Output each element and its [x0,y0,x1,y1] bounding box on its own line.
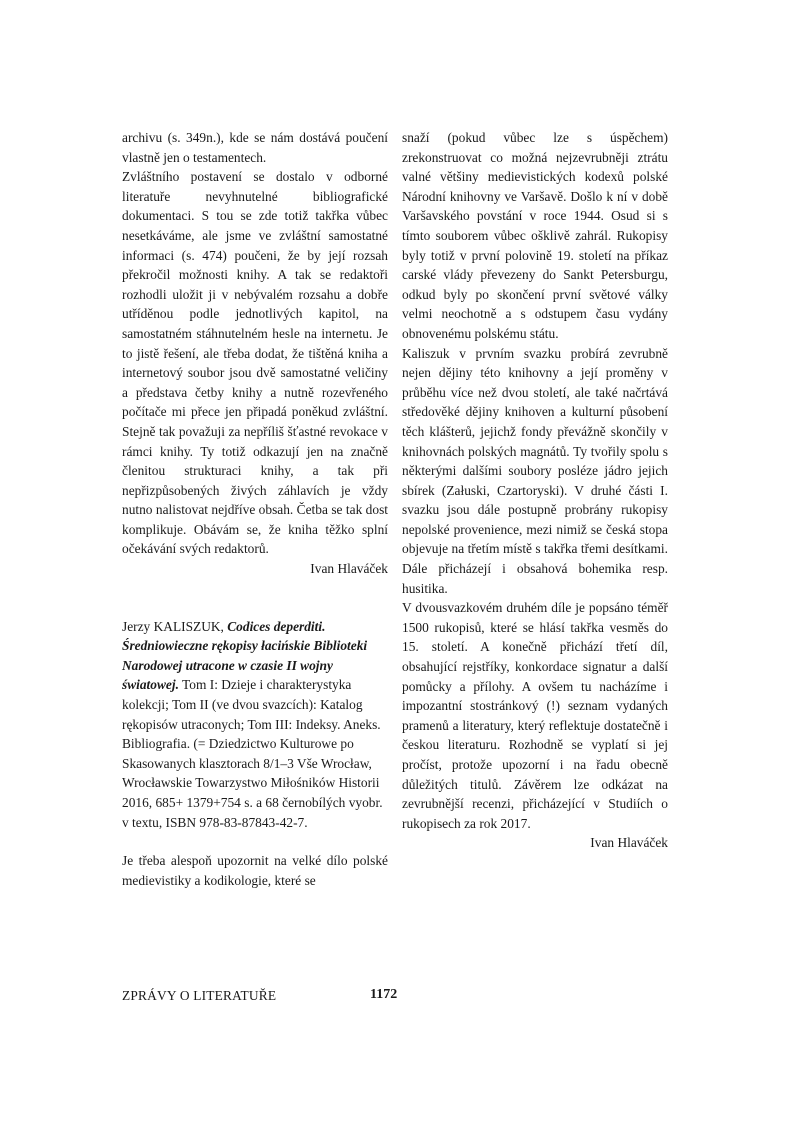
left-paragraph-2: Zvláštního postavení se dostalo v odborné literatuře nevyhnutelné bibliografické dokumentaci. S tou se zde totiž takřka vůbec nesetkáváme, ale jsme ve zvláštní samostatné informaci (s. 474) poučeni, že by její rozsah překročil možnosti knihy. A tak se redaktoři rozhodli uložit ji v nebývalém rozsahu a dobře utříděnou podle jednotlivých kapitol, na samostatném stáhnutelném hesle na internetu. Je to jistě řešení, ale třeba dodat, že tištěná kniha a internetový soubor jsou dvě samostatné veličiny a představa četby knihy a nutně rozevřeného počítače mi přece jen připadá poněkud zvláštní. Stejně tak považuji za nepříliš šťastné revokace v rámci knihy. Ty totiž odkazují jen na značně členitou strukturaci knihy, a tak při nepřizpůsobených živých záhlavích je vždy nutno nalistovat nejdříve obsah. Četba se tak dost komplikuje. Obávám se, že kniha těžko splní očekávání svých redaktorů. [122,169,388,557]
right-signature: Ivan Hlaváček [590,835,668,851]
right-column [402,128,668,853]
bibliography-entry [122,617,388,833]
right-paragraph-1: snaží (pokud vůbec lze s úspěchem) zrekonstruovat co možná nejzevrubněji ztrátu valné většiny medievistických kodexů polské Národní knihovny ve Varšavě. Došlo k ní v době Varšavského povstání v roce 1944. Osud si s tímto souborem vůbec ošklivě zahrál. Rukopisy byly totiž v první polovině 19. století na příkaz carské vlády převezeny do Sankt Petersburgu, odkud byly po skončení první světové války velmi neochotně a s odstupem času vydány obnovenému polskému státu. [402,130,668,341]
biblio-author: Jerzy KALISZUK, [122,618,228,634]
biblio-details: Tom I: Dzieje i charakterystyka kolekcji; Tom II (ve dvou svazcích): Katalog rękopisów utraconych; Tom III: Indeksy. Aneks. Bibliografia. (= Dziedzictwo Kulturowe po Skasowanych klasztorach 8/1–3 Vše Wrocław, Wrocławskie Towarzystwo Miłośników Historii 2016, 685+ 1379+754 s. a 68 černobílých vyobr. v textu, ISBN 978-83-87843-42-7. [122,677,383,830]
left-column [122,128,388,890]
right-paragraph-2: Kaliszuk v prvním svazku probírá zevrubně nejen dějiny této knihovny a její proměny v průběhu více než dvou století, ale také načrtává středověké dějiny knihoven a kulturní působení těch klášterů, jejichž fondy převážně skončily v knihovnách polských magnátů. Ty tvořily spolu s některými dalšími soubory posléze jádro jejich sbírek (Załuski, Czartoryski). V druhé části I. svazku jsou dále postupně probrány rukopisy nepolské provenience, mezi nimiž se česká stopa objevuje na třetím místě s takřka třemi desítkami. Dále přicházejí i obsahová bohemika resp. husitika. [402,345,668,596]
section-gap [122,579,388,617]
left-paragraph-1: archivu (s. 349n.), kde se nám dostává poučení vlastně jen o testamentech. [122,130,388,165]
section-title: ZPRÁVY O LITERATUŘE [122,988,277,1003]
section-gap-small [122,832,388,851]
right-paragraph-3: V dvousvazkovém druhém díle je popsáno téměř 1500 rukopisů, které se hlásí takřka vesměs do 15. století. A konečně přichází třetí díl, obsahující rejstříky, konkordace signatur a další pomůcky a přílohy. A ovšem tu nacházíme i impozantní stostránkový (!) seznam vydaných pramenů a literatury, který reflektuje dostatečně i českou literaturu. Rozhodně se vyplatí si jej pročíst, protože upozorní i na řadu obecně důležitých titulů. Závěrem lze odkázat na zevrubnější recenzi, přicházející v Studiích o rukopisech za rok 2017. [402,600,668,831]
left-paragraph-3: Je třeba alespoň upozornit na velké dílo polské medievistiky a kodikologie, které se [122,853,388,888]
page-number: 1172 [370,987,398,1002]
biblio-title: Codices deperditi. Średniowieczne rękopisy łacińskie Biblioteki Narodowej utracone w czasie II wojny światowej. [122,618,368,693]
left-signature: Ivan Hlaváček [310,561,388,577]
